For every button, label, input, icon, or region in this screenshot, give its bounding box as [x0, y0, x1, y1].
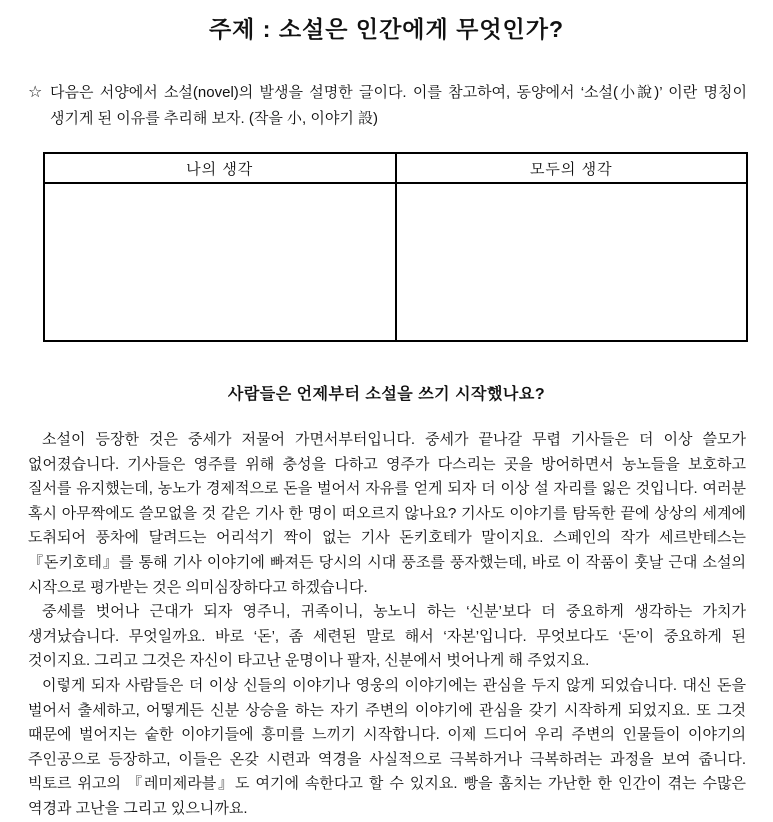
paragraph-2: 중세를 벗어나 근대가 되자 영주니, 귀족이니, 농노니 하는 ‘신분’보다 더 중요하게 생각하는 가치가 생겨났습니다. 무엇일까요. 바로 ‘돈’, 좀 세련된 말로 해서 ‘자본’입니다. 무엇보다도 ‘돈’이 중요하게 된 것이지요. 그리고 그것은 자신이 타고난 운명이나 팔자, 신분에서 벗어나게 해 주었지요.: [28, 603, 746, 670]
table-row: [44, 183, 747, 341]
table-header-row: [44, 153, 747, 183]
paragraph-3: 이렇게 되자 사람들은 더 이상 신들의 이야기나 영웅의 이야기에는 관심을 두지 않게 되었습니다. 대신 돈을 벌어서 출세하고, 어떻게든 신분 상승을 하는 자기 주변의 이야기에 관심을 갖기 시작하게 되었지요. 또 그것 때문에 벌어지는 숱한 이야기들에 흥미를 느끼기 시작합니다. 이제 드디어 우리 주변의 인물들이 이야기의 주인공으로 등장하고, 이들은 온갖 시련과 역경을 사실적으로 극복하거나 극복하려는 과정을 보여 줍니다. 빅토르 위고의 『레미제라블』도 여기에 속한다고 할 수 있지요. 빵을 훔치는 가난한 한 인간이 겪는 수많은 역경과 고난을 그리고 있으니까요.: [28, 676, 746, 817]
table-header-everyones-thoughts: 모두의 생각: [396, 153, 748, 183]
instruction-block: [28, 80, 747, 132]
section-title: 사람들은 언제부터 소설을 쓰기 시작했나요?: [227, 386, 546, 403]
ideas-table: [43, 152, 748, 342]
paragraph-1: 소설이 등장한 것은 중세가 저물어 가면서부터입니다. 중세가 끝나갈 무렵 기사들은 더 이상 쓸모가 없어졌습니다. 기사들은 영주를 위해 충성을 다하고 영주가 다스리는 곳을 방어하면서 농노들을 보호하고 질서를 유지했는데, 농노가 경제적으로 돈을 벌어서 자유를 얻게 되자 더 이상 설 자리를 잃은 것입니다. 여러분 혹시 아무짝에도 쓸모없을 것 같은 기사 한 명이 떠오르지 않나요? 기사도 이야기를 탐독한 끝에 상상의 세계에 도취되어 풍차에 달려드는 어리석기 짝이 없는 기사 돈키호테가 말이지요. 스페인의 작가 세르반테스는 『돈키호테』를 통해 기사 이야기에 빠져든 당시의 시대 풍조를 풍자했는데, 바로 이 작품이 훗날 근대 소설의 시작으로 평가받는 것은 의미심장하다고 하겠습니다.: [28, 431, 746, 596]
page-title: 주제 : 소설은 인간에게 무엇인가?: [208, 16, 565, 42]
star-icon: ☆: [28, 84, 43, 101]
body-text: [28, 428, 746, 822]
instruction-text: 다음은 서양에서 소설(novel)의 발생을 설명한 글이다. 이를 참고하여, 동양에서 ‘소설(小說)’ 이란 명칭이 생기게 된 이유를 추리해 보자. (작을 小, 이야기 設): [50, 84, 747, 127]
table-header-my-thoughts: 나의 생각: [44, 153, 396, 183]
everyones-thoughts-cell[interactable]: [396, 183, 748, 341]
my-thoughts-cell[interactable]: [44, 183, 396, 341]
